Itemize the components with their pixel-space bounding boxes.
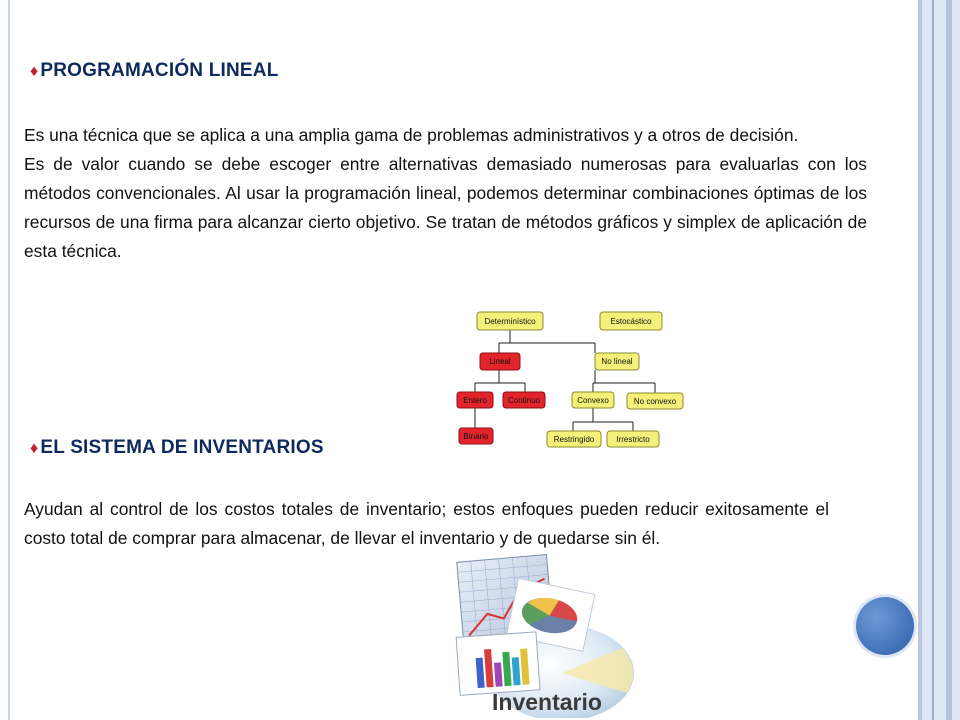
paragraph: Es una técnica que se aplica a una amplia gama de problemas administrativos y a otros de decisión.	[24, 125, 799, 145]
right-decorative-bar	[918, 0, 960, 720]
section-title: EL SISTEMA DE INVENTARIOS	[40, 437, 324, 458]
node-no-lineal: No lineal	[601, 357, 633, 366]
node-restringido: Restringido	[553, 435, 595, 444]
classification-tree-diagram	[455, 300, 695, 452]
diagram-connectors	[475, 330, 655, 431]
node-binario: Binario	[463, 432, 489, 441]
node-irrestricto: Irrestricto	[616, 435, 650, 444]
node-convexo: Convexo	[577, 396, 609, 405]
section-heading-programacion-lineal	[30, 60, 279, 82]
node-entero: Entero	[463, 396, 487, 405]
left-border-line	[8, 0, 10, 720]
node-no-convexo: No convexo	[633, 397, 677, 406]
diamond-bullet-icon: ♦	[30, 63, 39, 80]
section-heading-sistema-inventarios	[30, 437, 324, 459]
section-body-sistema-inventarios	[24, 495, 829, 553]
node-deterministico: Determinístico	[484, 317, 536, 326]
section-title: PROGRAMACIÓN LINEAL	[40, 60, 279, 81]
section-body-programacion-lineal	[24, 121, 867, 266]
right-bar-stripe	[918, 0, 922, 720]
right-bar-stripe	[932, 0, 934, 720]
node-continuo: Continuo	[507, 396, 541, 405]
diamond-bullet-icon: ♦	[30, 440, 39, 457]
decorative-circle	[856, 597, 914, 655]
bar-chart-card	[456, 632, 540, 695]
right-bar-stripe	[946, 0, 952, 720]
paragraph: Es de valor cuando se debe escoger entre alternativas demasiado numerosas para evaluarlas con los métodos convencionales. Al usar la programación lineal, podemos determinar combinaciones óptimas de los recursos de una firma para alcanzar cierto objetivo. Se tratan de métodos gráficos y simplex de aplicación de esta técnica.	[24, 154, 867, 261]
inventario-caption: Inventario	[492, 689, 602, 715]
inventory-illustration	[452, 553, 642, 718]
node-estocastico: Estocástico	[610, 317, 652, 326]
node-lineal: Lineal	[489, 357, 511, 366]
paragraph: Ayudan al control de los costos totales de inventario; estos enfoques pueden reducir exitosamente el costo total de comprar para almacenar, de llevar el inventario y de quedarse sin él.	[24, 499, 829, 548]
